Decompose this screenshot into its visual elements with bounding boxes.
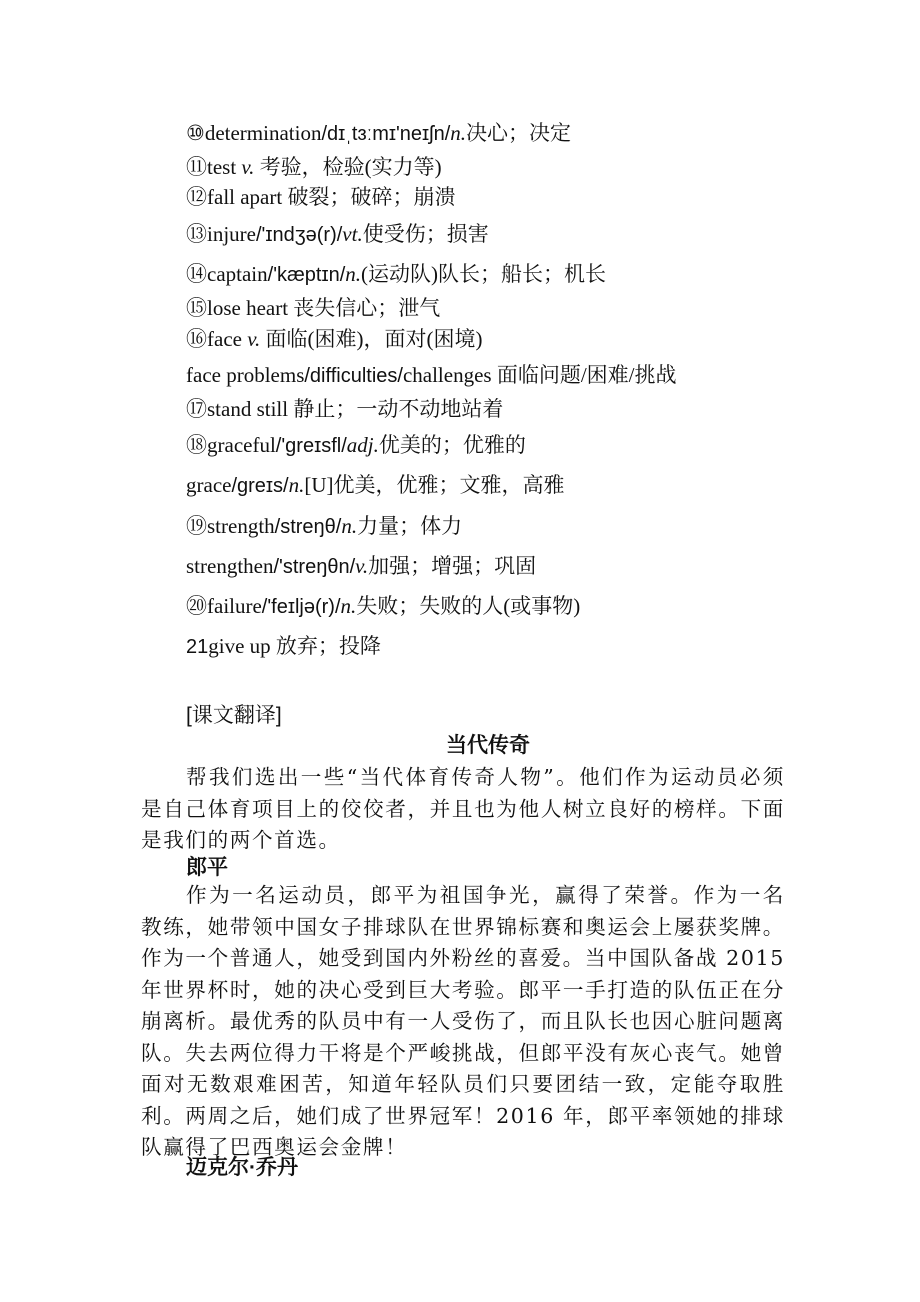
vocab-item — [186, 553, 536, 580]
vocab-item — [186, 326, 482, 352]
item-number: ⑰ — [186, 397, 207, 421]
section-label: [课文翻译] — [186, 704, 282, 727]
meaning: 使受伤；损害 — [362, 222, 489, 246]
vocab-item — [186, 396, 503, 422]
vocab-item — [186, 432, 526, 459]
item-number: ⑯ — [186, 327, 207, 351]
item-number: ⑳ — [186, 594, 207, 618]
part-of-speech: n. — [345, 262, 362, 286]
vocab-item — [186, 513, 462, 540]
meaning: 考验，检验(实力等) — [254, 155, 442, 179]
phonetic: /'ɪndʒə(r)/ — [255, 224, 343, 246]
word: injure — [207, 222, 256, 246]
intro-paragraph: 帮我们选出一些“当代体育传奇人物”。他们作为运动员必须是自己体育项目上的佼佼者，并且也为他人树立良好的榜样。下面是我们的两个首选。 — [141, 765, 785, 852]
item-number: ⑱ — [186, 433, 207, 457]
phonetic: /greɪs/ — [231, 475, 289, 497]
meaning: 加强；增强；巩固 — [368, 554, 537, 578]
part-of-speech: adj. — [346, 433, 379, 457]
vocab-item — [186, 184, 455, 210]
phonetic: /'feɪljə(r)/ — [261, 596, 341, 618]
item-number: ⑮ — [186, 296, 207, 320]
part-of-speech: v. — [247, 327, 261, 351]
item-number: ⑭ — [186, 262, 207, 286]
item-number: ⑪ — [186, 155, 207, 179]
phonetic: /'kæptɪn/ — [267, 264, 346, 286]
word: determination — [204, 121, 322, 145]
word: stand still — [207, 397, 294, 421]
meaning: 决心；决定 — [466, 121, 572, 145]
vocab-item — [186, 120, 571, 147]
meaning: 放弃；投降 — [275, 634, 381, 658]
word: lose heart — [207, 296, 294, 320]
item-number: ⑩ — [186, 121, 205, 145]
word: fall apart — [207, 185, 288, 209]
word: grace — [186, 473, 232, 497]
phonetic: /difficulties/ — [304, 365, 403, 387]
phonetic: /dɪˌtɜːmɪ'neɪʃn/ — [321, 123, 451, 145]
meaning: 失败；失败的人(或事物) — [356, 594, 581, 618]
meaning: 优美的；优雅的 — [378, 433, 526, 457]
word: face — [207, 327, 248, 351]
word: test — [207, 155, 242, 179]
vocab-item — [186, 472, 565, 499]
part-of-speech: n. — [288, 473, 305, 497]
part-of-speech: v. — [355, 554, 369, 578]
article-title: 当代传奇 — [446, 734, 530, 757]
meaning: [U]优美，优雅；文雅，高雅 — [304, 473, 565, 497]
meaning: 面临(困难)，面对(困境) — [260, 327, 483, 351]
vocab-item — [186, 221, 489, 248]
vocab-item — [186, 593, 580, 620]
vocab-item — [186, 295, 440, 321]
word: graceful — [207, 433, 276, 457]
meaning: 丧失信心；泄气 — [293, 296, 441, 320]
phonetic: /streŋθ/ — [274, 516, 342, 538]
word: captain — [207, 262, 268, 286]
word: strengthen — [186, 554, 274, 578]
meaning: challenges 面临问题/困难/挑战 — [402, 363, 677, 387]
item-number: ⑫ — [186, 185, 207, 209]
part-of-speech: n. — [340, 594, 357, 618]
item-number: 21 — [186, 636, 209, 658]
word: face problems — [186, 363, 305, 387]
part-of-speech: n. — [450, 121, 467, 145]
person-heading-michael-jordan: 迈克尔·乔丹 — [186, 1156, 298, 1179]
meaning: 破裂；破碎；崩溃 — [287, 185, 456, 209]
meaning: 静止；一动不动地站着 — [293, 397, 504, 421]
vocab-item — [186, 154, 442, 180]
word: give up — [208, 634, 276, 658]
lang-ping-paragraph: 作为一名运动员，郎平为祖国争光，赢得了荣誉。作为一名教练，她带领中国女子排球队在世界锦标赛和奥运会上屡获奖牌。作为一个普通人，她受到国内外粉丝的喜爱。当中国队备战 2015 年世界杯时，她的决心受到巨大考验。郎平一手打造的队伍正在分崩离析。最优秀的队员中有一人受伤了，而且队长也因心脏问题离队。失去两位得力干将是个严峻挑战，但郎平没有灰心丧气。她曾面对无数艰难困苦，知道年轻队员们只要团结一致，定能夺取胜利。两周之后，她们成了世界冠军！2016 年，郎平率领她的排球队赢得了巴西奥运会金牌！ — [141, 883, 785, 1159]
item-number: ⑬ — [186, 222, 207, 246]
word: strength — [207, 514, 275, 538]
part-of-speech: n. — [341, 514, 358, 538]
part-of-speech: v. — [241, 155, 255, 179]
vocab-item — [186, 633, 381, 660]
vocab-item — [186, 261, 606, 288]
word: failure — [207, 594, 262, 618]
phonetic: /'streŋθn/ — [273, 556, 356, 578]
item-number: ⑲ — [186, 514, 207, 538]
meaning: 力量；体力 — [357, 514, 463, 538]
vocab-item — [186, 362, 677, 389]
person-heading-lang-ping: 郎平 — [186, 856, 228, 879]
meaning: (运动队)队长；船长；机长 — [361, 262, 607, 286]
phonetic: /'greɪsfl/ — [275, 435, 347, 457]
part-of-speech: vt. — [342, 222, 363, 246]
